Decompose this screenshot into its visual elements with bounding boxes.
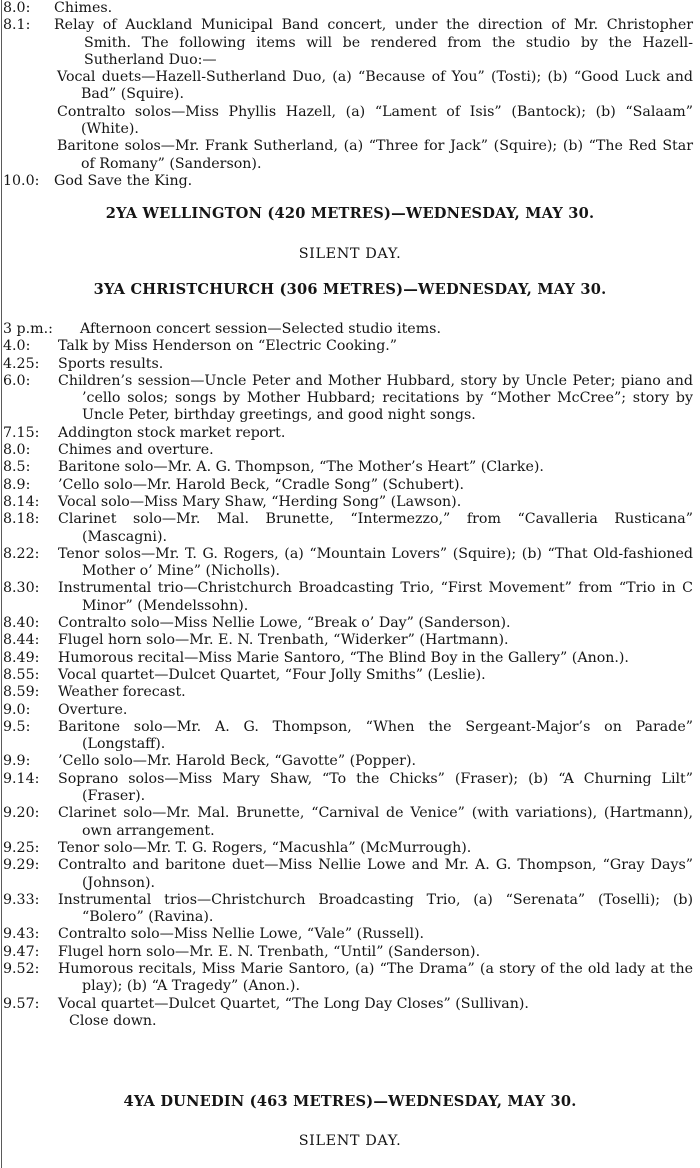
- entry-text: ’Cello solo—Mr. Harold Beck, “Gavotte” (Popper).: [58, 753, 417, 770]
- entry-time: 8.49:: [3, 649, 40, 666]
- entry-text-wrap: [58, 702, 693, 719]
- station-heading-dunedin: 4YA DUNEDIN (463 METRES)—WEDNESDAY, MAY 30.: [123, 1093, 577, 1110]
- station-heading-christchurch: 3YA CHRISTCHURCH (306 METRES)—WEDNESDAY, MAY 30.: [93, 281, 607, 298]
- entry-text-wrap: [58, 511, 693, 546]
- entry-text-wrap: [58, 753, 693, 770]
- entry-text-wrap: [58, 944, 693, 961]
- entry-time: 9.29:: [3, 857, 40, 874]
- sub-item: [3, 69, 693, 104]
- programme-entry: [3, 373, 693, 425]
- sub-item-text: Baritone solos—Mr. Frank Sutherland, (a) “Three for Jack” (Squire); (b) “The Red Star of Romany” (Sanderson).: [57, 138, 693, 172]
- entry-text-wrap: [58, 580, 693, 615]
- entry-text-wrap: [58, 961, 693, 996]
- entry-text: Vocal quartet—Dulcet Quartet, “The Long Day Closes” (Sullivan).: [58, 995, 529, 1012]
- entry-text: Baritone solo—Mr. A. G. Thompson, “The Mother’s Heart” (Clarke).: [58, 459, 544, 476]
- programme-entry: [3, 892, 693, 927]
- entry-text: Clarinet solo—Mr. Mal. Brunette, “Intermezzo,” from “Cavalleria Rusticana” (Mascagni).: [58, 511, 693, 545]
- programme-entry: [3, 805, 693, 840]
- programme-entry: [3, 615, 693, 632]
- entry-time: 8.18:: [3, 511, 40, 528]
- programme-entry: [3, 580, 693, 615]
- entry-time: 9.47:: [3, 943, 40, 960]
- entry-time: 8.9:: [3, 476, 31, 493]
- entry-time: 4.0:: [3, 338, 31, 355]
- programme-entry: [3, 459, 693, 476]
- entry-text-wrap: [58, 615, 693, 632]
- entry-text: Afternoon concert session—Selected studio items.: [80, 321, 441, 337]
- entry-text: Vocal quartet—Dulcet Quartet, “Four Jolly Smiths” (Leslie).: [58, 666, 486, 683]
- entry-time: 9.25:: [3, 839, 40, 856]
- sub-item: [3, 104, 693, 139]
- programme-entry: [3, 702, 693, 719]
- programme-entry: [3, 0, 693, 17]
- entry-text-wrap: [58, 719, 693, 754]
- entry-text: Sports results.: [58, 355, 164, 372]
- programme-entry: [3, 684, 693, 701]
- entry-time: 10.0:: [3, 172, 40, 189]
- entry-text: Contralto solo—Miss Nellie Lowe, “Vale” (Russell).: [58, 926, 425, 943]
- entry-text-wrap: [58, 892, 693, 927]
- entry-text: Flugel horn solo—Mr. E. N. Trenbath, “Widerker” (Hartmann).: [58, 632, 509, 649]
- entry-text: Instrumental trio—Christchurch Broadcasting Trio, “First Movement” from “Trio in C Minor” (Mendelssohn).: [58, 580, 693, 614]
- entry-time: 8.0:: [3, 0, 31, 16]
- column-rule: [1, 0, 2, 1168]
- entry-text: Instrumental trios—Christchurch Broadcasting Trio, (a) “Serenata” (Toselli); (b) “Bolero” (Ravina).: [58, 891, 693, 926]
- entry-time: 9.33:: [3, 891, 40, 908]
- entry-time: 9.14:: [3, 770, 40, 787]
- entry-text-wrap: [58, 546, 693, 581]
- entry-text-wrap: [80, 321, 693, 338]
- programme-entry: [3, 477, 693, 494]
- programme-entry: [3, 996, 693, 1013]
- sub-item-text: Vocal duets—Hazell-Sutherland Duo, (a) “Because of You” (Tosti); (b) “Good Luck and Bad” (Squire).: [57, 69, 693, 103]
- programme-entry: [3, 494, 693, 511]
- entry-time: 4.25:: [3, 355, 40, 372]
- entry-text-wrap: [58, 373, 693, 425]
- entry-text-wrap: [58, 926, 693, 943]
- close-down-line: Close down.: [69, 1012, 157, 1029]
- programme-entry: [3, 17, 693, 69]
- entry-text: Overture.: [58, 701, 128, 718]
- programme-entry: [3, 338, 693, 355]
- entry-text: Humorous recital—Miss Marie Santoro, “The Blind Boy in the Gallery” (Anon.).: [58, 649, 629, 666]
- entry-time: 9.57:: [3, 995, 40, 1012]
- programme-entry: [3, 753, 693, 770]
- programme-entry: [3, 857, 693, 892]
- programme-entry: [3, 667, 693, 684]
- programme-entry: [3, 944, 693, 961]
- programme-entry: [3, 442, 693, 459]
- entry-text-wrap: [58, 840, 693, 857]
- programme-entry: [3, 321, 693, 338]
- entry-text: Addington stock market report.: [58, 424, 286, 441]
- silent-day-dunedin: SILENT DAY.: [298, 1133, 402, 1149]
- entry-text: Clarinet solo—Mr. Mal. Brunette, “Carnival de Venice” (with variations), (Hartmann), own arrangement.: [58, 805, 693, 839]
- christchurch-programme: [3, 321, 693, 1030]
- entry-text-wrap: [58, 771, 693, 806]
- silent-day-wellington: SILENT DAY.: [298, 246, 402, 262]
- entry-text: Relay of Auckland Municipal Band concert, under the direction of Mr. Christopher Smith. The following items will be rendered from the studio by the Hazell-Sutherland Duo:—: [54, 17, 693, 68]
- entry-text: Tenor solo—Mr. T. G. Rogers, “Macushla” (McMurrough).: [58, 839, 472, 856]
- entry-time: 9.9:: [3, 753, 31, 770]
- entry-text-wrap: [58, 442, 693, 459]
- entry-text-wrap: [58, 805, 693, 840]
- programme-entry: [3, 173, 693, 190]
- entry-time: 8.55:: [3, 666, 40, 683]
- entry-time: 8.0:: [3, 442, 31, 459]
- sub-item: [3, 138, 693, 173]
- programme-entry: [3, 650, 693, 667]
- programme-entry: [3, 546, 693, 581]
- programme-entry: [3, 719, 693, 754]
- entry-time: 8.44:: [3, 632, 40, 649]
- programme-entry: [3, 511, 693, 546]
- entry-text-wrap: [58, 667, 693, 684]
- entry-text-wrap: [58, 632, 693, 649]
- sub-item-text: Contralto solos—Miss Phyllis Hazell, (a) “Lament of Isis” (Bantock); (b) “Salaam” (White).: [57, 103, 693, 138]
- entry-text-wrap: [58, 425, 693, 442]
- entry-time: 8.14:: [3, 493, 40, 510]
- entry-text: Contralto solo—Miss Nellie Lowe, “Break o’ Day” (Sanderson).: [58, 615, 511, 632]
- station-heading-wellington: 2YA WELLINGTON (420 METRES)—WEDNESDAY, MAY 30.: [105, 205, 595, 222]
- entry-text: God Save the King.: [54, 172, 193, 189]
- entry-time: 8.30:: [3, 580, 40, 597]
- entry-text-wrap: [58, 459, 693, 476]
- entry-text: Humorous recitals, Miss Marie Santoro, (a) “The Drama” (a story of the old lady at the play); (b) “A Tragedy” (Anon.).: [58, 960, 693, 995]
- entry-text: ’Cello solo—Mr. Harold Beck, “Cradle Song” (Schubert).: [58, 476, 465, 493]
- entry-text: Children’s session—Uncle Peter and Mother Hubbard, story by Uncle Peter; piano and ’cello solos; songs by Mother Hubbard; recitations by “Mother McCree”; story by Uncle Peter, birthday greetings, and good night songs.: [58, 372, 693, 424]
- entry-text: Flugel horn solo—Mr. E. N. Trenbath, “Until” (Sanderson).: [58, 943, 481, 960]
- programme-entry: [3, 632, 693, 649]
- entry-time: 8.1:: [3, 17, 31, 34]
- entry-text: Soprano solos—Miss Mary Shaw, “To the Chicks” (Fraser); (b) “A Churning Lilt” (Fraser).: [58, 770, 693, 805]
- auckland-programme: [3, 0, 693, 190]
- programme-entry: [3, 771, 693, 806]
- entry-text: Weather forecast.: [58, 684, 186, 701]
- entry-time: 9.43:: [3, 926, 40, 943]
- entry-text: Contralto and baritone duet—Miss Nellie Lowe and Mr. A. G. Thompson, “Gray Days” (Johnson).: [58, 857, 693, 891]
- entry-time: 8.5:: [3, 459, 31, 476]
- entry-time: 8.59:: [3, 684, 40, 701]
- programme-entry: [3, 926, 693, 943]
- entry-time: 9.20:: [3, 805, 40, 822]
- programme-entry: [3, 840, 693, 857]
- entry-text-wrap: [58, 857, 693, 892]
- entry-time: 8.22:: [3, 545, 40, 562]
- entry-text: Chimes.: [54, 0, 113, 16]
- entry-text-wrap: [58, 477, 693, 494]
- entry-text-wrap: [58, 996, 693, 1013]
- entry-text-wrap: [58, 338, 693, 355]
- entry-time: 9.5:: [3, 718, 31, 735]
- entry-text-wrap: [58, 494, 693, 511]
- entry-time: 9.52:: [3, 960, 40, 977]
- entry-time: 7.15:: [3, 424, 40, 441]
- entry-text-wrap: [58, 356, 693, 373]
- entry-text-wrap: [58, 684, 693, 701]
- programme-entry: [3, 425, 693, 442]
- entry-text: Vocal solo—Miss Mary Shaw, “Herding Song” (Lawson).: [58, 493, 462, 510]
- entry-text: Baritone solo—Mr. A. G. Thompson, “When the Sergeant-Major’s on Parade” (Longstaff).: [58, 718, 693, 753]
- entry-text-wrap: [58, 650, 693, 667]
- entry-text: Chimes and overture.: [58, 442, 214, 459]
- entry-text: Talk by Miss Henderson on “Electric Cooking.”: [58, 338, 398, 355]
- entry-time: 9.0:: [3, 701, 31, 718]
- programme-entry: [3, 356, 693, 373]
- entry-time: 6.0:: [3, 372, 31, 389]
- entry-time: 8.40:: [3, 615, 40, 632]
- entry-time: 3 p.m.:: [3, 321, 53, 337]
- entry-text-wrap: [54, 17, 693, 69]
- programme-entry: [3, 961, 693, 996]
- entry-text: Tenor solos—Mr. T. G. Rogers, (a) “Mountain Lovers” (Squire); (b) “That Old-fashioned Mother o’ Mine” (Nicholls).: [58, 545, 693, 580]
